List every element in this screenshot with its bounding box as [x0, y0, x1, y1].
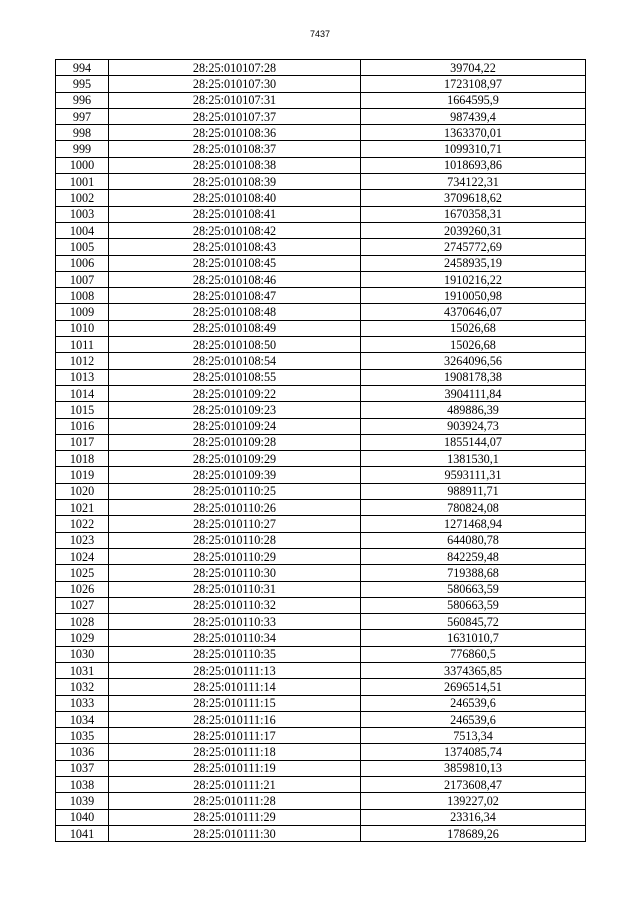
table-row	[56, 565, 586, 581]
cadastral-number-cell: 28:25:010109:39	[109, 467, 361, 483]
table-row	[56, 695, 586, 711]
row-number-cell: 994	[56, 60, 109, 76]
row-number-cell: 1033	[56, 695, 109, 711]
cadastral-value-cell: 2696514,51	[361, 679, 586, 695]
cadastral-number-cell: 28:25:010110:30	[109, 565, 361, 581]
cadastral-value-cell: 1018693,86	[361, 157, 586, 173]
cadastral-value-cell: 580663,59	[361, 597, 586, 613]
cadastral-value-cell: 489886,39	[361, 402, 586, 418]
table-row	[56, 206, 586, 222]
row-number-cell: 999	[56, 141, 109, 157]
cadastral-value-cell: 1631010,7	[361, 630, 586, 646]
cadastral-value-cell: 139227,02	[361, 793, 586, 809]
cadastral-value-cell: 580663,59	[361, 581, 586, 597]
cadastral-number-cell: 28:25:010108:45	[109, 255, 361, 271]
row-number-cell: 1023	[56, 532, 109, 548]
cadastral-number-cell: 28:25:010110:32	[109, 597, 361, 613]
cadastral-number-cell: 28:25:010111:15	[109, 695, 361, 711]
cadastral-value-cell: 903924,73	[361, 418, 586, 434]
table-row	[56, 614, 586, 630]
cadastral-value-cell: 3904111,84	[361, 385, 586, 401]
cadastral-number-cell: 28:25:010108:50	[109, 337, 361, 353]
cadastral-value-cell: 1908178,38	[361, 369, 586, 385]
table-row	[56, 451, 586, 467]
cadastral-number-cell: 28:25:010111:21	[109, 777, 361, 793]
cadastral-value-cell: 2745772,69	[361, 239, 586, 255]
table-row	[56, 809, 586, 825]
table-row	[56, 728, 586, 744]
table-row	[56, 157, 586, 173]
row-number-cell: 997	[56, 108, 109, 124]
cadastral-number-cell: 28:25:010110:35	[109, 646, 361, 662]
cadastral-value-cell: 3859810,13	[361, 760, 586, 776]
table-row	[56, 662, 586, 678]
table-row	[56, 337, 586, 353]
cadastral-number-cell: 28:25:010108:55	[109, 369, 361, 385]
cadastral-number-cell: 28:25:010111:28	[109, 793, 361, 809]
row-number-cell: 1005	[56, 239, 109, 255]
row-number-cell: 1014	[56, 385, 109, 401]
table-row	[56, 402, 586, 418]
table-row	[56, 760, 586, 776]
table-row	[56, 646, 586, 662]
cadastral-value-cell: 1363370,01	[361, 125, 586, 141]
cadastral-number-cell: 28:25:010108:47	[109, 288, 361, 304]
row-number-cell: 1003	[56, 206, 109, 222]
row-number-cell: 1022	[56, 516, 109, 532]
cadastral-number-cell: 28:25:010110:25	[109, 483, 361, 499]
cadastral-number-cell: 28:25:010110:34	[109, 630, 361, 646]
row-number-cell: 1011	[56, 337, 109, 353]
table-row	[56, 630, 586, 646]
cadastral-number-cell: 28:25:010107:28	[109, 60, 361, 76]
cadastral-number-cell: 28:25:010110:26	[109, 500, 361, 516]
table-row	[56, 174, 586, 190]
row-number-cell: 1035	[56, 728, 109, 744]
row-number-cell: 1016	[56, 418, 109, 434]
row-number-cell: 1000	[56, 157, 109, 173]
cadastral-number-cell: 28:25:010111:29	[109, 809, 361, 825]
cadastral-value-cell: 1855144,07	[361, 434, 586, 450]
cadastral-number-cell: 28:25:010108:46	[109, 271, 361, 287]
cadastral-number-cell: 28:25:010109:28	[109, 434, 361, 450]
cadastral-number-cell: 28:25:010107:31	[109, 92, 361, 108]
table-row	[56, 434, 586, 450]
table-row	[56, 597, 586, 613]
row-number-cell: 1008	[56, 288, 109, 304]
table-row	[56, 483, 586, 499]
cadastral-number-cell: 28:25:010108:39	[109, 174, 361, 190]
row-number-cell: 1019	[56, 467, 109, 483]
row-number-cell: 1028	[56, 614, 109, 630]
cadastral-value-cell: 1271468,94	[361, 516, 586, 532]
cadastral-value-cell: 23316,34	[361, 809, 586, 825]
cadastral-number-cell: 28:25:010111:19	[109, 760, 361, 776]
cadastral-number-cell: 28:25:010108:43	[109, 239, 361, 255]
cadastral-value-cell: 776860,5	[361, 646, 586, 662]
row-number-cell: 1021	[56, 500, 109, 516]
row-number-cell: 1009	[56, 304, 109, 320]
row-number-cell: 996	[56, 92, 109, 108]
row-number-cell: 1018	[56, 451, 109, 467]
cadastral-value-cell: 15026,68	[361, 337, 586, 353]
cadastral-value-cell: 39704,22	[361, 60, 586, 76]
table-row	[56, 500, 586, 516]
table-row	[56, 190, 586, 206]
cadastral-number-cell: 28:25:010109:23	[109, 402, 361, 418]
cadastral-number-cell: 28:25:010108:42	[109, 222, 361, 238]
cadastral-number-cell: 28:25:010110:27	[109, 516, 361, 532]
table-row	[56, 516, 586, 532]
table-row	[56, 60, 586, 76]
cadastral-value-cell: 780824,08	[361, 500, 586, 516]
cadastral-value-cell: 3264096,56	[361, 353, 586, 369]
row-number-cell: 1039	[56, 793, 109, 809]
cadastral-number-cell: 28:25:010111:17	[109, 728, 361, 744]
cadastral-value-cell: 3374365,85	[361, 662, 586, 678]
row-number-cell: 1037	[56, 760, 109, 776]
row-number-cell: 1001	[56, 174, 109, 190]
table-row	[56, 353, 586, 369]
row-number-cell: 1024	[56, 548, 109, 564]
cadastral-number-cell: 28:25:010110:33	[109, 614, 361, 630]
cadastral-number-cell: 28:25:010109:29	[109, 451, 361, 467]
table-row	[56, 744, 586, 760]
table-row	[56, 222, 586, 238]
cadastral-value-cell: 719388,68	[361, 565, 586, 581]
table-row	[56, 581, 586, 597]
row-number-cell: 1017	[56, 434, 109, 450]
cadastral-value-cell: 3709618,62	[361, 190, 586, 206]
cadastral-number-cell: 28:25:010110:28	[109, 532, 361, 548]
table-body	[56, 60, 586, 842]
table-row	[56, 141, 586, 157]
table-row	[56, 288, 586, 304]
cadastral-number-cell: 28:25:010109:24	[109, 418, 361, 434]
row-number-cell: 1025	[56, 565, 109, 581]
cadastral-number-cell: 28:25:010108:54	[109, 353, 361, 369]
row-number-cell: 1034	[56, 711, 109, 727]
table-row	[56, 255, 586, 271]
cadastral-number-cell: 28:25:010108:48	[109, 304, 361, 320]
row-number-cell: 998	[56, 125, 109, 141]
cadastral-number-cell: 28:25:010108:40	[109, 190, 361, 206]
row-number-cell: 1010	[56, 320, 109, 336]
cadastral-value-cell: 1374085,74	[361, 744, 586, 760]
row-number-cell: 1013	[56, 369, 109, 385]
cadastral-value-cell: 9593111,31	[361, 467, 586, 483]
row-number-cell: 1031	[56, 662, 109, 678]
cadastral-number-cell: 28:25:010111:14	[109, 679, 361, 695]
cadastral-value-cell: 1381530,1	[361, 451, 586, 467]
table-row	[56, 304, 586, 320]
cadastral-value-cell: 988911,71	[361, 483, 586, 499]
table-row	[56, 239, 586, 255]
row-number-cell: 1040	[56, 809, 109, 825]
table-row	[56, 385, 586, 401]
table-row	[56, 777, 586, 793]
table-row	[56, 679, 586, 695]
row-number-cell: 1041	[56, 825, 109, 841]
cadastral-value-cell: 246539,6	[361, 711, 586, 727]
cadastral-number-cell: 28:25:010110:29	[109, 548, 361, 564]
table-row	[56, 548, 586, 564]
row-number-cell: 1004	[56, 222, 109, 238]
cadastral-value-cell: 734122,31	[361, 174, 586, 190]
row-number-cell: 1027	[56, 597, 109, 613]
row-number-cell: 1020	[56, 483, 109, 499]
row-number-cell: 1036	[56, 744, 109, 760]
cadastral-value-cell: 1099310,71	[361, 141, 586, 157]
table-row	[56, 125, 586, 141]
cadastral-value-table	[55, 59, 586, 842]
cadastral-value-cell: 1910216,22	[361, 271, 586, 287]
cadastral-value-cell: 2173608,47	[361, 777, 586, 793]
cadastral-number-cell: 28:25:010107:30	[109, 76, 361, 92]
table-row	[56, 825, 586, 841]
table-row	[56, 418, 586, 434]
cadastral-value-cell: 178689,26	[361, 825, 586, 841]
cadastral-number-cell: 28:25:010108:41	[109, 206, 361, 222]
table-row	[56, 271, 586, 287]
cadastral-number-cell: 28:25:010108:37	[109, 141, 361, 157]
row-number-cell: 1007	[56, 271, 109, 287]
cadastral-number-cell: 28:25:010108:38	[109, 157, 361, 173]
table-row	[56, 369, 586, 385]
cadastral-value-cell: 246539,6	[361, 695, 586, 711]
cadastral-number-cell: 28:25:010110:31	[109, 581, 361, 597]
cadastral-value-cell: 987439,4	[361, 108, 586, 124]
cadastral-value-cell: 7513,34	[361, 728, 586, 744]
cadastral-value-cell: 560845,72	[361, 614, 586, 630]
table-row	[56, 532, 586, 548]
table-row	[56, 76, 586, 92]
cadastral-number-cell: 28:25:010111:30	[109, 825, 361, 841]
cadastral-value-cell: 4370646,07	[361, 304, 586, 320]
row-number-cell: 1029	[56, 630, 109, 646]
row-number-cell: 1032	[56, 679, 109, 695]
table-row	[56, 467, 586, 483]
row-number-cell: 1006	[56, 255, 109, 271]
row-number-cell: 995	[56, 76, 109, 92]
row-number-cell: 1002	[56, 190, 109, 206]
page-number: 7437	[309, 29, 331, 39]
table-row	[56, 92, 586, 108]
row-number-cell: 1038	[56, 777, 109, 793]
cadastral-value-cell: 1910050,98	[361, 288, 586, 304]
cadastral-number-cell: 28:25:010111:16	[109, 711, 361, 727]
cadastral-number-cell: 28:25:010111:13	[109, 662, 361, 678]
cadastral-value-cell: 1670358,31	[361, 206, 586, 222]
row-number-cell: 1012	[56, 353, 109, 369]
cadastral-number-cell: 28:25:010109:22	[109, 385, 361, 401]
cadastral-number-cell: 28:25:010108:49	[109, 320, 361, 336]
cadastral-value-cell: 2458935,19	[361, 255, 586, 271]
table-row	[56, 711, 586, 727]
cadastral-number-cell: 28:25:010108:36	[109, 125, 361, 141]
row-number-cell: 1030	[56, 646, 109, 662]
table-row	[56, 108, 586, 124]
cadastral-value-cell: 842259,48	[361, 548, 586, 564]
cadastral-value-cell: 1664595,9	[361, 92, 586, 108]
table-row	[56, 320, 586, 336]
cadastral-value-cell: 2039260,31	[361, 222, 586, 238]
cadastral-value-cell: 15026,68	[361, 320, 586, 336]
cadastral-number-cell: 28:25:010111:18	[109, 744, 361, 760]
table-row	[56, 793, 586, 809]
cadastral-value-cell: 644080,78	[361, 532, 586, 548]
row-number-cell: 1015	[56, 402, 109, 418]
cadastral-value-cell: 1723108,97	[361, 76, 586, 92]
cadastral-number-cell: 28:25:010107:37	[109, 108, 361, 124]
row-number-cell: 1026	[56, 581, 109, 597]
